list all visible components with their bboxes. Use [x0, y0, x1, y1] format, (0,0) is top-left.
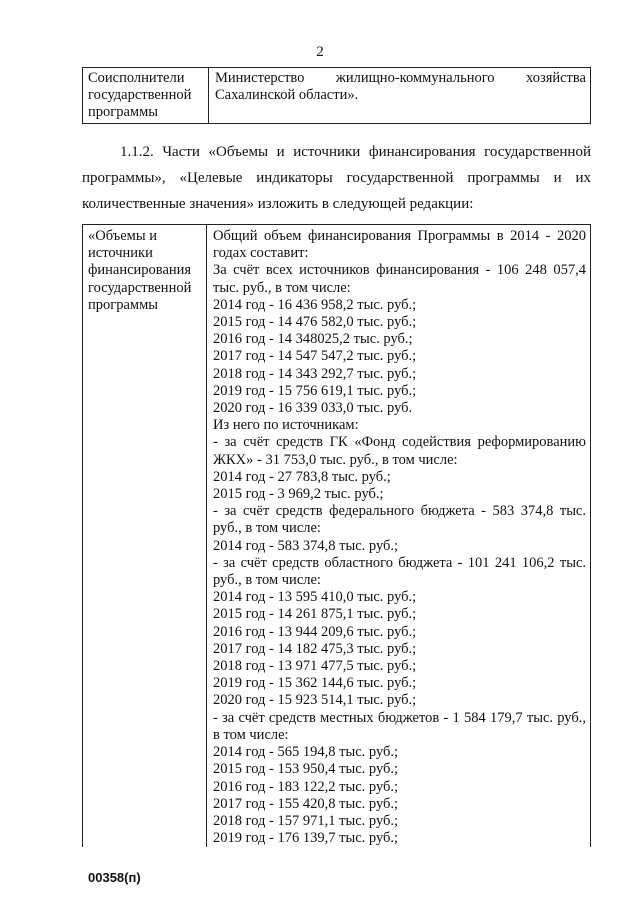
- financing-line: - за счёт средств местных бюджетов - 1 584 179,7 тыс. руб., в том числе:: [213, 709, 586, 743]
- financing-line: 2018 год - 13 971 477,5 тыс. руб.;: [213, 658, 417, 675]
- financing-lines: [207, 225, 591, 848]
- financing-line: 2015 год - 14 476 582,0 тыс. руб.;: [213, 314, 417, 331]
- financing-line: 2017 год - 155 420,8 тыс. руб.;: [213, 795, 399, 812]
- financing-line: Общий объем финансирования Программы в 2014 - 2020 годах составит:: [213, 228, 586, 262]
- financing-line: - за счёт средств областного бюджета - 101 241 106,2 тыс. руб., в том числе:: [213, 554, 586, 589]
- financing-line: 2020 год - 16 339 033,0 тыс. руб.: [213, 400, 413, 417]
- table-row: [83, 225, 591, 848]
- co-executors-table: [82, 67, 591, 124]
- financing-line: 2014 год - 13 595 410,0 тыс. руб.;: [213, 589, 417, 606]
- financing-line: Из него по источникам:: [213, 417, 359, 434]
- financing-line: 2014 год - 565 194,8 тыс. руб.;: [213, 744, 399, 761]
- financing-line: 2015 год - 3 969,2 тыс. руб.;: [213, 486, 384, 503]
- financing-line: 2015 год - 153 950,4 тыс. руб.;: [213, 761, 399, 778]
- financing-table: [82, 224, 591, 847]
- financing-label: «Объемы и источники финансирования государственной программы: [83, 225, 207, 848]
- page-number: 2: [316, 44, 324, 60]
- financing-line: 2017 год - 14 547 547,2 тыс. руб.;: [213, 348, 417, 365]
- co-executors-value: Министерство жилищно-коммунального хозяйства Сахалинской области».: [209, 68, 591, 124]
- financing-line: 2016 год - 14 348025,2 тыс. руб.;: [213, 331, 413, 348]
- amendment-paragraph: 1.1.2. Части «Объемы и источники финансирования государственной программы», «Целевые индикаторы государственной программы и их количественные значения» изложить в следующей редакции:: [82, 144, 591, 212]
- financing-line: 2019 год - 15 756 619,1 тыс. руб.;: [213, 382, 417, 399]
- financing-line: 2016 год - 183 122,2 тыс. руб.;: [213, 778, 399, 795]
- financing-line: 2018 год - 157 971,1 тыс. руб.;: [213, 812, 399, 829]
- financing-line: 2014 год - 27 783,8 тыс. руб.;: [213, 468, 391, 485]
- financing-line: 2017 год - 14 182 475,3 тыс. руб.;: [213, 640, 417, 657]
- financing-line: 2019 год - 15 362 144,6 тыс. руб.;: [213, 675, 417, 692]
- financing-line: За счёт всех источников финансирования - 106 248 057,4 тыс. руб., в том числе:: [213, 262, 586, 296]
- document-code: 00358(п): [88, 870, 141, 885]
- financing-line: 2014 год - 583 374,8 тыс. руб.;: [213, 537, 399, 554]
- financing-line: 2020 год - 15 923 514,1 тыс. руб.;: [213, 692, 417, 709]
- co-executors-label: Соисполнители государственной программы: [83, 68, 209, 124]
- financing-line: 2014 год - 16 436 958,2 тыс. руб.;: [213, 296, 417, 313]
- financing-line: 2015 год - 14 261 875,1 тыс. руб.;: [213, 606, 417, 623]
- table-row: [83, 68, 591, 124]
- financing-line: 2016 год - 13 944 209,6 тыс. руб.;: [213, 623, 417, 640]
- financing-line: - за счёт средств федерального бюджета - 583 374,8 тыс. руб., в том числе:: [213, 503, 586, 537]
- financing-line: 2019 год - 176 139,7 тыс. руб.;: [213, 830, 399, 847]
- financing-line: - за счёт средств ГК «Фонд содействия реформированию ЖКХ» - 31 753,0 тыс. руб., в том числе:: [213, 434, 586, 468]
- financing-line: 2018 год - 14 343 292,7 тыс. руб.;: [213, 365, 417, 382]
